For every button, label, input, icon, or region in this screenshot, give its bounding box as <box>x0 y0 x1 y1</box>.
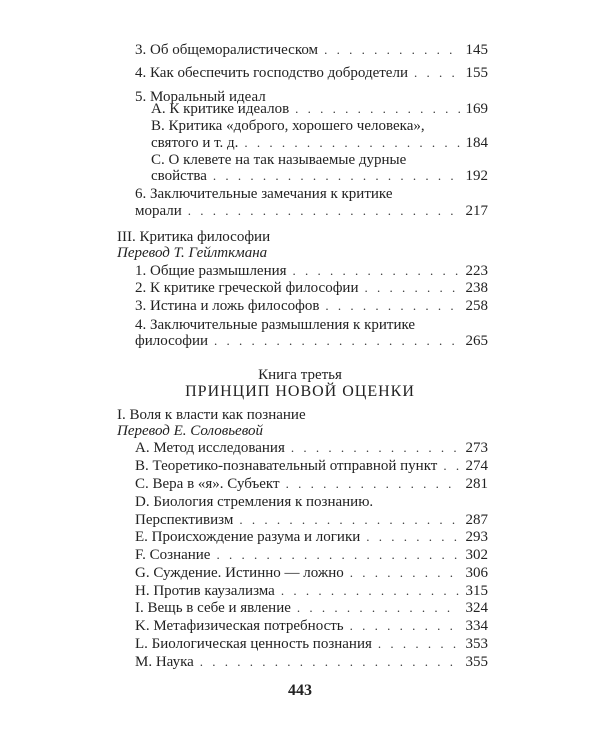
toc-entry <box>135 332 488 350</box>
toc-entry-page: 334 <box>465 618 488 634</box>
toc-entry-label: A. К критике идеалов <box>151 101 290 117</box>
toc-entry-label: свойства <box>151 168 207 184</box>
toc-entry-label: I. Вещь в себе и явление <box>135 600 291 616</box>
leader-dots <box>281 582 460 600</box>
toc-entry <box>135 475 488 493</box>
leader-dots <box>188 202 460 220</box>
toc-entry-label: H. Против каузализма <box>135 583 275 599</box>
toc-entry-label: B. Критика «доброго, хорошего человека», <box>151 118 425 134</box>
toc-entry-page: 302 <box>465 547 488 563</box>
toc-entry-page: 355 <box>465 654 488 670</box>
toc-entry-label: C. Вера в «я». Субъект <box>135 476 280 492</box>
leader-dots <box>414 64 460 82</box>
toc-entry <box>135 439 488 457</box>
section-title: I. Воля к власти как познание <box>117 407 306 423</box>
toc-entry <box>135 653 488 671</box>
leader-dots <box>324 41 459 59</box>
toc-entry-page: 287 <box>465 512 488 528</box>
toc-entry <box>135 582 488 600</box>
toc-entry-label: G. Суждение. Истинно — ложно <box>135 565 344 581</box>
toc-entry-page: 192 <box>465 168 488 184</box>
toc-entry-label: 6. Заключительные замечания к критике <box>135 186 393 202</box>
leader-dots <box>286 475 460 493</box>
section-title: III. Критика философии <box>117 229 271 245</box>
toc-entry-page: 324 <box>465 600 488 616</box>
leader-dots <box>295 100 459 118</box>
toc-entry-label: M. Наука <box>135 654 194 670</box>
toc-entry-page: 281 <box>465 476 488 492</box>
toc-entry-label: 4. Как обеспечить господство добродетели <box>135 65 408 81</box>
toc-entry-label: философии <box>135 333 209 349</box>
toc-entry-label: K. Метафизическая потребность <box>135 618 344 634</box>
leader-dots <box>443 457 459 475</box>
toc-entry-label: E. Происхождение разума и логики <box>135 529 361 545</box>
toc-entry <box>151 100 488 118</box>
toc-entry-page: 223 <box>465 263 488 279</box>
toc-entry-page: 155 <box>465 65 488 81</box>
toc-entry <box>135 457 488 475</box>
toc-entry <box>135 297 488 315</box>
leader-dots <box>364 279 459 297</box>
toc-entry-label: D. Биология стремления к познанию. <box>135 494 374 510</box>
toc-entry <box>135 599 488 617</box>
toc-entry <box>151 134 488 152</box>
leader-dots <box>350 617 460 635</box>
toc-entry-label: Перспективизм <box>135 512 234 528</box>
toc-entry-page: 353 <box>465 636 488 652</box>
toc-entry-page: 274 <box>465 458 488 474</box>
toc-entry-page: 217 <box>465 203 488 219</box>
toc-entry-label: 4. Заключительные размышления к критике <box>135 317 416 333</box>
toc-entry-label: 3. Об общеморалистическом <box>135 42 319 58</box>
toc-entry-page: 145 <box>465 42 488 58</box>
toc-entry-label: A. Метод исследования <box>135 440 285 456</box>
leader-dots <box>200 653 460 671</box>
toc-entry <box>135 546 488 564</box>
toc-entry-page: 265 <box>465 333 488 349</box>
toc-entry-label: 1. Общие размышления <box>135 263 287 279</box>
toc-entry-page: 238 <box>465 280 488 296</box>
leader-dots <box>366 528 459 546</box>
toc-entry <box>135 617 488 635</box>
toc-entry-label: L. Биологическая ценность познания <box>135 636 372 652</box>
toc-entry <box>135 279 488 297</box>
translator-credit: Перевод Е. Соловьевой <box>117 423 264 439</box>
toc-entry-label: C. О клевете на так называемые дурные <box>151 152 407 168</box>
toc-entry <box>135 511 488 529</box>
leader-dots <box>297 599 460 617</box>
toc-entry <box>135 41 488 59</box>
leader-dots <box>350 564 460 582</box>
toc-entry <box>135 64 488 82</box>
toc-entry-label: B. Теоретико-познавательный отправной пункт <box>135 458 438 474</box>
toc-entry-label: F. Сознание <box>135 547 211 563</box>
toc-entry-page: 293 <box>465 529 488 545</box>
page-number: 443 <box>288 682 312 699</box>
translator-credit: Перевод Т. Гейлткмана <box>117 245 268 261</box>
leader-dots <box>325 297 459 315</box>
toc-entry-label: морали <box>135 203 182 219</box>
toc-entry-label: 2. К критике греческой философии <box>135 280 359 296</box>
book-heading: Книга третья <box>258 367 342 383</box>
toc-entry-label: 3. Истина и ложь философов <box>135 298 320 314</box>
leader-dots <box>214 332 459 350</box>
leader-dots <box>244 134 459 152</box>
toc-entry <box>135 635 488 653</box>
toc-entry <box>135 202 488 220</box>
leader-dots <box>291 439 460 457</box>
toc-entry-page: 315 <box>465 583 488 599</box>
toc-entry <box>135 262 488 280</box>
leader-dots <box>213 167 460 185</box>
toc-entry-page: 169 <box>465 101 488 117</box>
toc-entry-page: 306 <box>465 565 488 581</box>
toc-entry-label: святого и т. д. <box>151 135 239 151</box>
toc-entry-page: 258 <box>465 298 488 314</box>
toc-entry <box>135 528 488 546</box>
toc-entry <box>151 167 488 185</box>
toc-entry-page: 273 <box>465 440 488 456</box>
leader-dots <box>216 546 459 564</box>
toc-entry <box>135 564 488 582</box>
book-title: ПРИНЦИП НОВОЙ ОЦЕНКИ <box>185 383 415 400</box>
leader-dots <box>293 262 460 280</box>
toc-entry-label: 5. Моральный идеал <box>135 89 266 105</box>
leader-dots <box>239 511 459 529</box>
leader-dots <box>378 635 460 653</box>
toc-entry-page: 184 <box>465 135 488 151</box>
